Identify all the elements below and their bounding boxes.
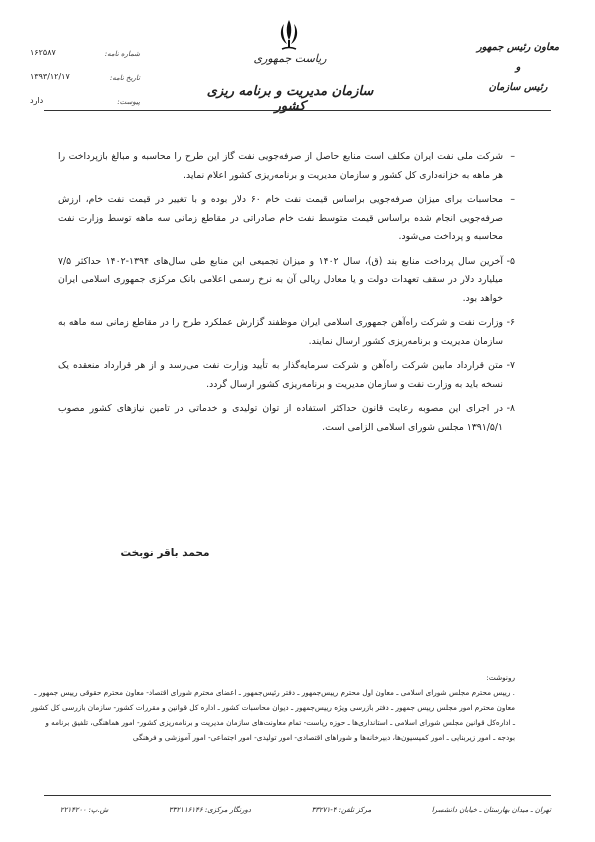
organization-title: سازمان مدیریت و برنامه ریزی کشور xyxy=(206,84,374,114)
footer-fax: دورنگار مرکزی: ۳۳۲۱۱۶۱۴۶ xyxy=(168,806,251,814)
item-text: در اجرای این مصوبه رعایت قانون حداکثر استفاده از توان تولیدی و خدماتی در تامین نیازهای کشور مصوب ۱۳۹۱/۵/۱ مجلس شورای اسلامی الزامی است. xyxy=(58,403,503,433)
footer xyxy=(60,806,551,820)
letter-date-row xyxy=(30,72,140,86)
body-item xyxy=(58,357,515,394)
item-text: وزارت نفت و شرکت راه‌آهن جمهوری اسلامی ایران موظفند گزارش عملکرد طرح را در مقاطع زمانی سه ماهه به سازمان مدیریت و برنامه‌ریزی کشور ارسال نمایند. xyxy=(58,317,503,347)
letter-date-label: تاریخ نامه: xyxy=(109,74,140,82)
body-item xyxy=(58,148,515,185)
footer-switchboard: مرکز تلفن: ۴-۳۳۲۷۱ xyxy=(311,806,372,814)
signatory-block xyxy=(463,38,573,98)
item-marker: – xyxy=(510,151,515,162)
letter-body xyxy=(58,148,515,443)
footer-divider xyxy=(44,795,551,796)
signer-name: محمد باقر نوبخت xyxy=(120,547,210,559)
letter-number-label: شماره نامه: xyxy=(104,50,140,58)
iran-emblem-icon xyxy=(276,18,302,52)
attachment-value: دارد xyxy=(30,96,44,105)
item-marker: ۸- xyxy=(506,403,515,414)
header-divider xyxy=(44,110,551,111)
presidency-subtitle: ریاست جمهوری xyxy=(253,52,327,65)
signatory-line: و xyxy=(515,62,521,73)
item-marker: ۵- xyxy=(506,255,515,267)
item-text: آخرین سال پرداخت منابع بند (ق)، سال ۱۴۰۲ و میزان تجمیعی این منابع طی سال‌های ۱۳۹۴-۱۴۰۲ حداکثر ۷/۵ میلیارد دلار در سقف تعهدات دولت و یا معادل ریالی آن به نرخ رسمی اعلامی بانک مرکزی جمهوری اسلامی ایران خواهد بود. xyxy=(58,255,503,304)
signatory-line: معاون رئیس جمهور xyxy=(476,42,560,53)
footer-postal: ش.پ: ۲۲۱۴۲۰۰ xyxy=(60,806,109,814)
letter-number-row xyxy=(30,48,140,62)
body-item xyxy=(58,253,515,309)
attachment-label: پیوست: xyxy=(117,98,140,106)
cc-block xyxy=(30,670,515,745)
body-item xyxy=(58,191,515,247)
item-marker: – xyxy=(510,194,515,205)
item-marker: ۶- xyxy=(506,317,515,328)
body-item xyxy=(58,400,515,437)
item-marker: ۷- xyxy=(506,360,515,371)
signatory-line: رئیس سازمان xyxy=(488,82,548,93)
letter-number-value: ۱۶۲۵۸۷ xyxy=(30,48,56,57)
cc-recipients: . رییس محترم مجلس شورای اسلامی ـ معاون اول محترم رییس‌جمهور ـ دفتر رئیس‌جمهور ـ اعضای محترم شورای اقتصاد- معاون محترم حقوقی رییس جمهور ـ معاون محترم امور مجلس رییس جمهور ـ دفتر بازرسی ویژه رییس‌جمهور ـ دیوان محاسبات کشور ـ اداره کل قوانین و مقررات کشور- سازمان بازرسی کل کشور ـ اداره‌کل قوانین مجلس شورای اسلامی ـ استانداری‌ها ـ حوزه ریاست- تمام معاونت‌های سازمان مدیریت و برنامه‌ریزی کشور- امور هماهنگی، تلفیق برنامه و بودجه ـ امور زیربنایی ـ امور کمیسیون‌ها، دبیرخانه‌ها و شوراهای اقتصادی- امور تولیدی- امور اجتماعی- امور آموزشی و فرهنگی xyxy=(31,688,515,742)
item-text: محاسبات برای میزان صرفه‌جویی براساس قیمت نفت خام ۶۰ دلار بوده و با تغییر در قیمت نفت خام، ارزش صرفه‌جویی انجام شده براساس قیمت متوسط نفت خام صادراتی در مقاطع زمانی سه ماهه توسط وزارت نفت محاسبه و پرداخت می‌شود. xyxy=(58,194,503,242)
item-text: شرکت ملی نفت ایران مکلف است منابع حاصل از صرفه‌جویی نفت گاز این طرح را محاسبه و مبالغ بازپرداخت را هر ماهه به خزانه‌داری کل کشور و سازمان مدیریت و برنامه‌ریزی کشور اعلام نماید. xyxy=(58,151,503,181)
body-item xyxy=(58,314,515,351)
letter-date-value: ۱۳۹۳/۱۲/۱۷ xyxy=(30,72,70,81)
cc-heading: رونوشت: xyxy=(486,673,515,682)
footer-address: تهران ـ میدان بهارستان ـ خیابان دانشسرا xyxy=(431,806,551,814)
item-text: متن قرارداد مابین شرکت راه‌آهن و شرکت سرمایه‌گذار به تأیید وزارت نفت می‌رسد و از هر قرارداد منعقده یک نسخه باید به وزارت نفت و سازمان مدیریت و برنامه‌ریزی کشور ارسال گردد. xyxy=(58,360,503,390)
attachment-row xyxy=(30,96,140,110)
